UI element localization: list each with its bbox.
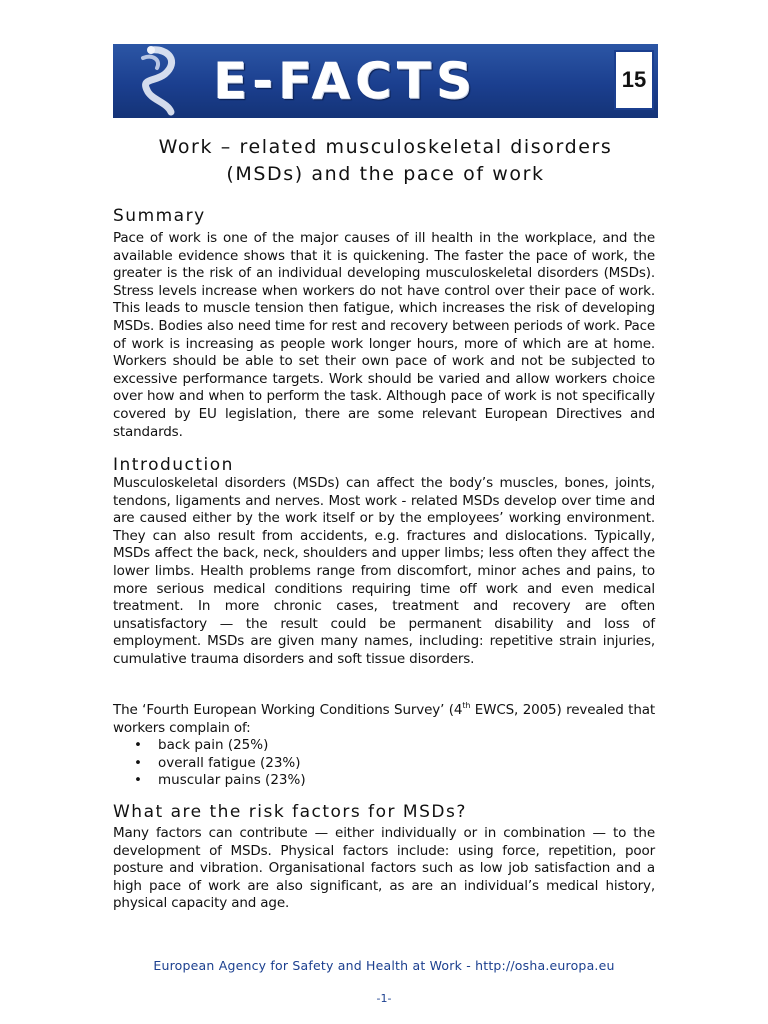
survey-prefix: The ‘Fourth European Working Conditions Survey’ (4 (113, 702, 463, 718)
footer-agency-link[interactable]: European Agency for Safety and Health at Work - http://osha.europa.eu (153, 958, 615, 973)
list-item: • overall fatigue (23%) (134, 755, 306, 773)
agency-swirl-logo-icon (121, 44, 201, 118)
survey-suffix: EWCS, 2005) revealed that workers complain of: (113, 702, 655, 736)
title-line-2: (MSDs) and the pace of work (226, 163, 545, 185)
summary-paragraph: Pace of work is one of the major causes of ill health in the workplace, and the available evidence shows that it is quickening. The faster the pace of work, the greater is the risk of an individual developing musculoskeletal disorders (MSDs). Stress levels increase when workers do not have control over their pace of work. This leads to muscle tension then fatigue, which increases the risk of developing MSDs. Bodies also need time for rest and recovery between periods of work. Pace of work is increasing as people work longer hours, more of which are at home. Workers should be able to set their own pace of work and not be subjected to excessive performance targets. Work should be varied and allow workers choice over how and when to perform the task. Although pace of work is not specifically covered by EU legislation, there are some relevant European Directives and standards. (113, 230, 655, 440)
list-item: • muscular pains (23%) (134, 772, 306, 790)
introduction-heading: Introduction (113, 455, 234, 475)
complaint-list (134, 737, 306, 790)
efacts-banner (113, 44, 658, 118)
summary-heading: Summary (113, 206, 206, 226)
banner-title: E-FACTS (213, 52, 477, 110)
risk-factors-paragraph: Many factors can contribute — either individually or in combination — to the development of MSDs. Physical factors include: using force, repetition, poor posture and vibration. Organisational factors such as low job satisfaction and a high pace of work are also significant, as are an individual’s medical history, physical capacity and age. (113, 825, 655, 912)
list-item: • back pain (25%) (134, 737, 306, 755)
risk-factors-heading: What are the risk factors for MSDs? (113, 802, 467, 822)
introduction-paragraph: Musculoskeletal disorders (MSDs) can affect the body’s muscles, bones, joints, tendons, ligaments and nerves. Most work - related MSDs develop over time and are caused either by the work itself or by the employees’ working environment. They can also result from accidents, e.g. fractures and dislocations. Typically, MSDs affect the back, neck, shoulders and upper limbs; less often they affect the lower limbs. Health problems range from discomfort, minor aches and pains, to more serious medical conditions requiring time off work and even medical treatment. In more chronic cases, treatment and recovery are often unsatisfactory — the result could be permanent disability and loss of employment. MSDs are given many names, including: repetitive strain injuries, cumulative trauma disorders and soft tissue disorders. (113, 475, 655, 667)
survey-paragraph (113, 702, 655, 737)
page-number: -1- (376, 992, 392, 1005)
title-line-1: Work – related musculoskeletal disorders (158, 136, 613, 158)
factsheet-number: 15 (614, 50, 654, 110)
document-title (113, 134, 658, 188)
survey-ordinal: th (462, 701, 471, 710)
